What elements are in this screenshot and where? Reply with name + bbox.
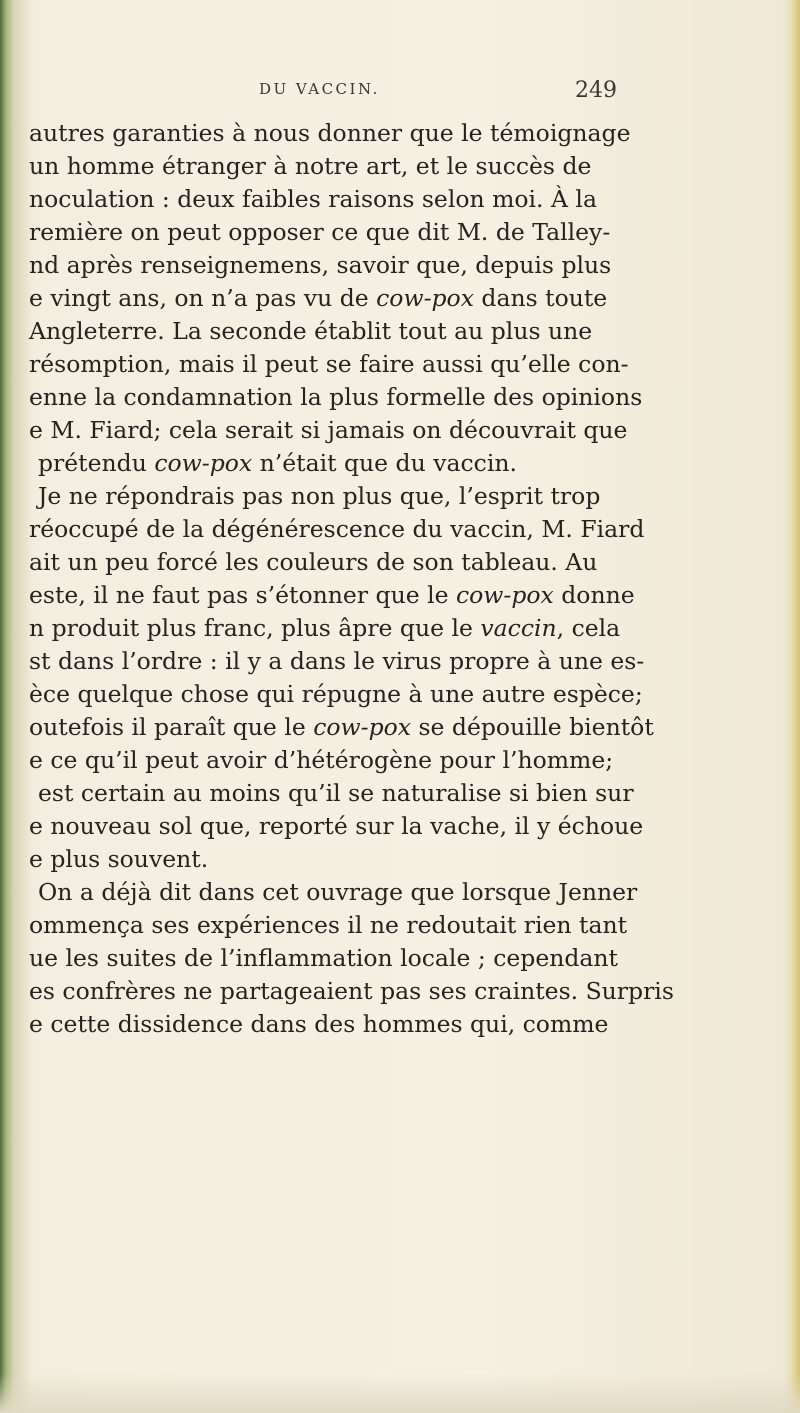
text-line: Angleterre. La seconde établit tout au plus une — [29, 317, 593, 345]
text-line: enne la condamnation la plus formelle des opinions — [29, 383, 643, 411]
page-bottom-shadow — [0, 1373, 800, 1413]
text-line: e cette dissidence dans des hommes qui, comme — [29, 1010, 609, 1038]
text-line: e nouveau sol que, reporté sur la vache, il y échoue — [29, 812, 644, 840]
text-line: es confrères ne partageaient pas ses craintes. Surpris — [29, 977, 674, 1005]
text-line: n produit plus franc, plus âpre que le vaccin, cela — [29, 614, 621, 642]
page-number: 249 — [575, 78, 617, 103]
running-head: DU VACCIN. — [259, 80, 380, 98]
page-binding-edge — [0, 0, 30, 1413]
text-line: Je ne répondrais pas non plus que, l’esprit trop — [38, 482, 601, 510]
text-line: est certain au moins qu’il se naturalise si bien sur — [38, 779, 634, 807]
page-right-edge — [784, 0, 800, 1413]
text-line: prétendu cow-pox n’était que du vaccin. — [38, 449, 517, 477]
text-line: este, il ne faut pas s’étonner que le cow-pox donne — [29, 581, 635, 609]
text-line: èce quelque chose qui répugne à une autre espèce; — [29, 680, 643, 708]
text-line: ue les suites de l’inflammation locale ; cependant — [29, 944, 618, 972]
text-line: résomption, mais il peut se faire aussi qu’elle con- — [29, 350, 629, 378]
text-line: remière on peut opposer ce que dit M. de Talley- — [29, 218, 611, 246]
text-line: st dans l’ordre : il y a dans le virus propre à une es- — [29, 647, 645, 675]
text-line: outefois il paraît que le cow-pox se dépouille bientôt — [29, 713, 654, 741]
text-line: autres garanties à nous donner que le témoignage — [29, 119, 631, 147]
text-line: On a déjà dit dans cet ouvrage que lorsque Jenner — [38, 878, 638, 906]
text-line: ommença ses expériences il ne redoutait rien tant — [29, 911, 628, 939]
text-line: nd après renseignemens, savoir que, depuis plus — [29, 251, 612, 279]
text-line: noculation : deux faibles raisons selon moi. À la — [29, 185, 597, 213]
text-line: réoccupé de la dégénérescence du vaccin, M. Fiard — [29, 515, 645, 543]
text-line: ait un peu forcé les couleurs de son tableau. Au — [29, 548, 598, 576]
text-line: un homme étranger à notre art, et le succès de — [29, 152, 592, 180]
text-line: e M. Fiard; cela serait si jamais on découvrait que — [29, 416, 628, 444]
page-header — [0, 78, 800, 118]
text-line: e ce qu’il peut avoir d’hétérogène pour l’homme; — [29, 746, 614, 774]
text-line: e vingt ans, on n’a pas vu de cow-pox dans toute — [29, 284, 608, 312]
text-line: e plus souvent. — [29, 845, 209, 873]
